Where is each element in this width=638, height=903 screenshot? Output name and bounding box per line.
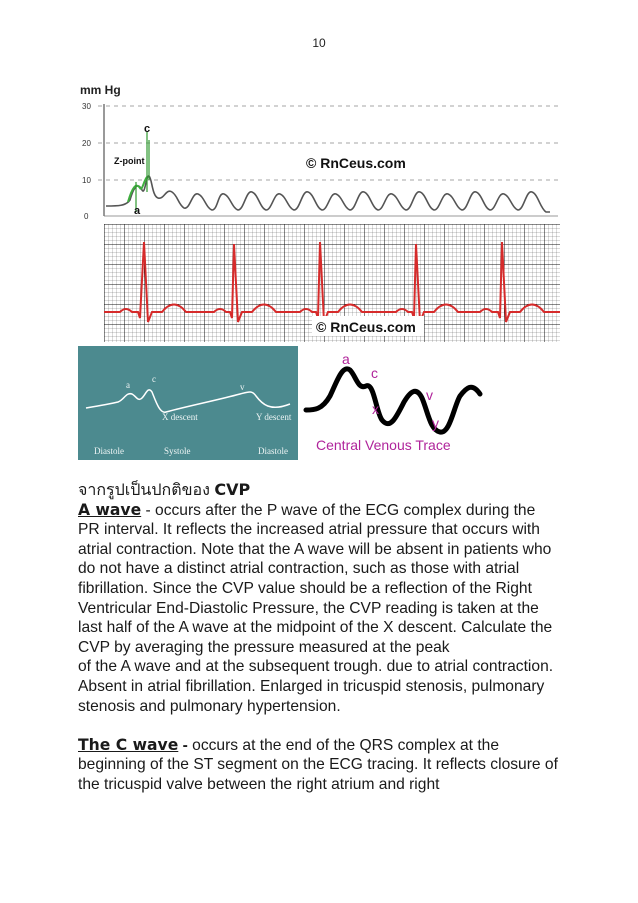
cvt-label-v: v (426, 387, 433, 403)
y-tick-0: 0 (84, 212, 89, 221)
cvt-label-y: y (432, 415, 439, 431)
c-wave-paragraph (78, 736, 558, 795)
phase-diastole-1: Diastole (94, 446, 124, 456)
heading-cvp: CVP (214, 480, 251, 499)
y-tick-10: 10 (82, 176, 91, 185)
wave-label-a: a (126, 380, 130, 390)
a-wave-paragraph (78, 501, 558, 717)
cvt-title: Central Venous Trace (316, 437, 451, 453)
x-descent-label: X descent (162, 412, 198, 422)
cvt-label-x: x (372, 401, 379, 417)
y-descent-label: Y descent (256, 412, 292, 422)
c-wave-text: occurs at the end of the QRS complex at the beginning of the ST segment on the ECG tracing. It reflects closure of the tricuspid valve between the right atrium and right (78, 736, 558, 793)
section-heading (78, 480, 558, 501)
a-wave-term: A wave (78, 500, 142, 519)
cvp-waveform (106, 176, 550, 212)
watermark-top: © RnCeus.com (306, 155, 406, 171)
phase-diastole-2: Diastole (258, 446, 288, 456)
c-wave-term: The C wave (78, 735, 179, 754)
c-label: c (144, 123, 151, 135)
page-number: 10 (312, 36, 326, 50)
y-unit-label: mm Hg (80, 83, 121, 97)
z-point-label: Z-point (114, 156, 145, 166)
cvp-pressure-tracing (78, 80, 560, 225)
a-wave-text-2: of the A wave and at the subsequent trough. due to atrial contraction. Absent in atrial fibrillation. Enlarged in tricuspid stenosis, pulmonary stenosis and pulmonary hypertension. (78, 658, 554, 715)
central-venous-trace (300, 346, 500, 460)
cvp-phase-diagram (78, 346, 298, 460)
ecg-strip (104, 224, 560, 342)
a-label: a (134, 205, 141, 217)
wave-label-c: c (152, 374, 156, 384)
body-text (78, 480, 558, 795)
phase-systole: Systole (164, 446, 191, 456)
cvt-label-a: a (342, 351, 350, 367)
heading-thai: จากรูปเป็นปกติของ (78, 482, 210, 499)
cvt-label-c: c (371, 365, 378, 381)
wave-label-v: v (240, 382, 245, 392)
watermark-ecg: © RnCeus.com (316, 319, 416, 335)
c-wave-dash: - (178, 736, 193, 754)
y-tick-30: 30 (82, 102, 91, 111)
y-tick-20: 20 (82, 139, 91, 148)
cvt-waveform (306, 369, 480, 432)
a-wave-text: - occurs after the P wave of the ECG complex during the PR interval. It reflects the increased atrial pressure that occurs with atrial contraction. Note that the A wave will be absent in patients who do not have a distinct atrial contraction, such as those with atrial fibrillation. Since the CVP value should be a reflection of the Right Ventricular End-Diastolic Pressure, the CVP reading is taken at the last half of the A wave at the midpoint of the X descent. Calculate the CVP by averaging the pressure measured at the peak (78, 501, 553, 656)
